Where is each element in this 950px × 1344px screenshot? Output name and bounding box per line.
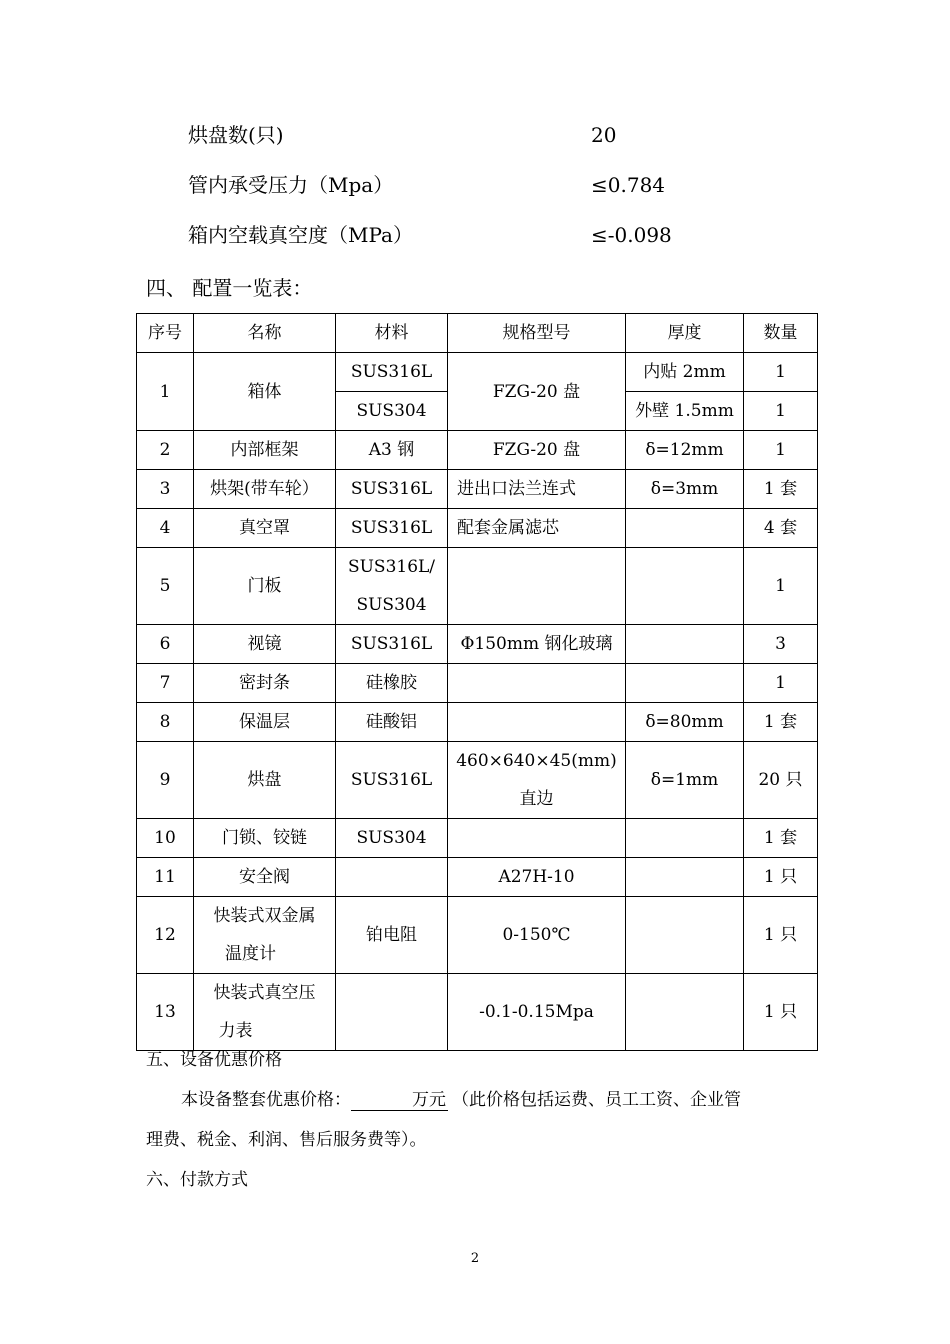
param-label: 箱内空载真空度（MPa） <box>188 223 413 247</box>
cell-line: 快装式真空压 <box>213 983 316 1003</box>
cell-spec <box>448 664 626 703</box>
cell-material: SUS316L <box>336 742 448 819</box>
cell-material: 硅橡胶 <box>336 664 448 703</box>
cell-qty: 1 <box>744 664 818 703</box>
cell-no: 13 <box>137 974 194 1051</box>
cell-no: 6 <box>137 625 194 664</box>
cell-spec: Φ150mm 钢化玻璃 <box>448 625 626 664</box>
cell-thickness <box>626 509 744 548</box>
cell-qty: 20 只 <box>744 742 818 819</box>
cell-material: SUS304 <box>336 392 448 431</box>
header-material: 材料 <box>336 314 448 353</box>
cell-name: 箱体 <box>194 353 336 431</box>
param-value: ≤0.784 <box>591 173 666 197</box>
cell-material: A3 钢 <box>336 431 448 470</box>
cell-name: 内部框架 <box>194 431 336 470</box>
cell-thickness: δ=80mm <box>626 703 744 742</box>
section-5-heading: 五、设备优惠价格 <box>146 1050 282 1070</box>
cell-thickness <box>626 819 744 858</box>
cell-name: 视镜 <box>194 625 336 664</box>
cell-spec: 进出口法兰连式 <box>448 470 626 509</box>
cell-qty: 1 <box>744 392 818 431</box>
cell-material: SUS316L <box>336 353 448 392</box>
table-row <box>137 625 818 664</box>
table-row <box>137 858 818 897</box>
cell-thickness: 内贴 2mm <box>626 353 744 392</box>
cell-spec: 0-150℃ <box>448 897 626 974</box>
cell-no: 12 <box>137 897 194 974</box>
cell-name: 安全阀 <box>194 858 336 897</box>
table-row <box>137 470 818 509</box>
cell-qty: 1 <box>744 431 818 470</box>
header-thickness: 厚度 <box>626 314 744 353</box>
config-table <box>136 313 818 1051</box>
cell-material: SUS316L <box>336 470 448 509</box>
cell-material: SUS304 <box>336 819 448 858</box>
cell-qty: 1 套 <box>744 470 818 509</box>
cell-qty: 1 套 <box>744 703 818 742</box>
cell-thickness: δ=3mm <box>626 470 744 509</box>
cell-material <box>336 974 448 1051</box>
cell-name <box>194 897 336 974</box>
cell-line: SUS304 <box>356 595 427 615</box>
page-number: 2 <box>470 1251 480 1266</box>
table-row <box>137 897 818 974</box>
cell-line: 温度计 <box>225 944 276 964</box>
table-row <box>137 664 818 703</box>
table-row <box>137 742 818 819</box>
cell-line: 快装式双金属 <box>213 906 316 926</box>
cell-qty: 1 只 <box>744 974 818 1051</box>
cell-no: 5 <box>137 548 194 625</box>
table-row <box>137 819 818 858</box>
cell-material: 铂电阻 <box>336 897 448 974</box>
cell-material: 硅酸铝 <box>336 703 448 742</box>
price-prefix: 本设备整套优惠价格： <box>181 1090 351 1110</box>
cell-no: 10 <box>137 819 194 858</box>
cell-material: SUS316L <box>336 509 448 548</box>
cell-no: 11 <box>137 858 194 897</box>
price-blank: 万元 <box>351 1085 448 1111</box>
cell-qty: 1 套 <box>744 819 818 858</box>
cell-thickness: δ=12mm <box>626 431 744 470</box>
cell-qty: 1 <box>744 548 818 625</box>
cell-spec: FZG-20 盘 <box>448 431 626 470</box>
price-paragraph <box>181 1085 741 1111</box>
price-note: （此价格包括运费、员工工资、企业管 <box>452 1090 741 1110</box>
cell-no: 7 <box>137 664 194 703</box>
cell-no: 9 <box>137 742 194 819</box>
cell-no: 4 <box>137 509 194 548</box>
cell-spec <box>448 703 626 742</box>
cell-name: 烘盘 <box>194 742 336 819</box>
table-row <box>137 548 818 625</box>
cell-line: 460×640×45(mm) <box>456 751 617 771</box>
param-value: 20 <box>591 123 617 147</box>
table-row <box>137 974 818 1051</box>
cell-thickness <box>626 858 744 897</box>
param-label: 烘盘数(只) <box>188 123 284 147</box>
cell-name: 门板 <box>194 548 336 625</box>
cell-thickness <box>626 974 744 1051</box>
cell-spec <box>448 548 626 625</box>
cell-name: 保温层 <box>194 703 336 742</box>
cell-material: SUS316L <box>336 625 448 664</box>
cell-no: 2 <box>137 431 194 470</box>
cell-name: 密封条 <box>194 664 336 703</box>
cell-spec <box>448 819 626 858</box>
cell-thickness <box>626 897 744 974</box>
header-no: 序号 <box>137 314 194 353</box>
cell-material <box>336 858 448 897</box>
param-value: ≤-0.098 <box>591 223 672 247</box>
cell-no: 1 <box>137 353 194 431</box>
cell-name <box>194 974 336 1051</box>
cell-qty: 1 <box>744 353 818 392</box>
cell-line: 力表 <box>218 1021 253 1041</box>
cell-line: 直边 <box>519 789 554 809</box>
cell-qty: 1 只 <box>744 897 818 974</box>
table-row <box>137 431 818 470</box>
table-row <box>137 509 818 548</box>
header-qty: 数量 <box>744 314 818 353</box>
cell-qty: 4 套 <box>744 509 818 548</box>
cell-no: 8 <box>137 703 194 742</box>
cell-name: 门锁、铰链 <box>194 819 336 858</box>
cell-material <box>336 548 448 625</box>
cell-name: 真空罩 <box>194 509 336 548</box>
cell-spec: FZG-20 盘 <box>448 353 626 431</box>
cell-spec: -0.1-0.15Mpa <box>448 974 626 1051</box>
table-row <box>137 703 818 742</box>
param-label: 管内承受压力（Mpa） <box>188 173 394 197</box>
cell-thickness <box>626 625 744 664</box>
section-6-heading: 六、付款方式 <box>146 1170 248 1190</box>
cell-thickness <box>626 664 744 703</box>
cell-thickness: 外壁 1.5mm <box>626 392 744 431</box>
cell-qty: 3 <box>744 625 818 664</box>
header-spec: 规格型号 <box>448 314 626 353</box>
cell-thickness <box>626 548 744 625</box>
table-header-row <box>137 314 818 353</box>
header-name: 名称 <box>194 314 336 353</box>
cell-spec: A27H-10 <box>448 858 626 897</box>
cell-spec: 配套金属滤芯 <box>448 509 626 548</box>
table-row <box>137 353 818 392</box>
cell-thickness: δ=1mm <box>626 742 744 819</box>
section-4-heading: 四、 配置一览表： <box>146 276 313 300</box>
price-note-continuation: 理费、税金、利润、售后服务费等）。 <box>146 1130 427 1150</box>
cell-name: 烘架(带车轮） <box>194 470 336 509</box>
cell-spec <box>448 742 626 819</box>
cell-no: 3 <box>137 470 194 509</box>
cell-line: SUS316L/ <box>347 557 436 577</box>
cell-qty: 1 只 <box>744 858 818 897</box>
